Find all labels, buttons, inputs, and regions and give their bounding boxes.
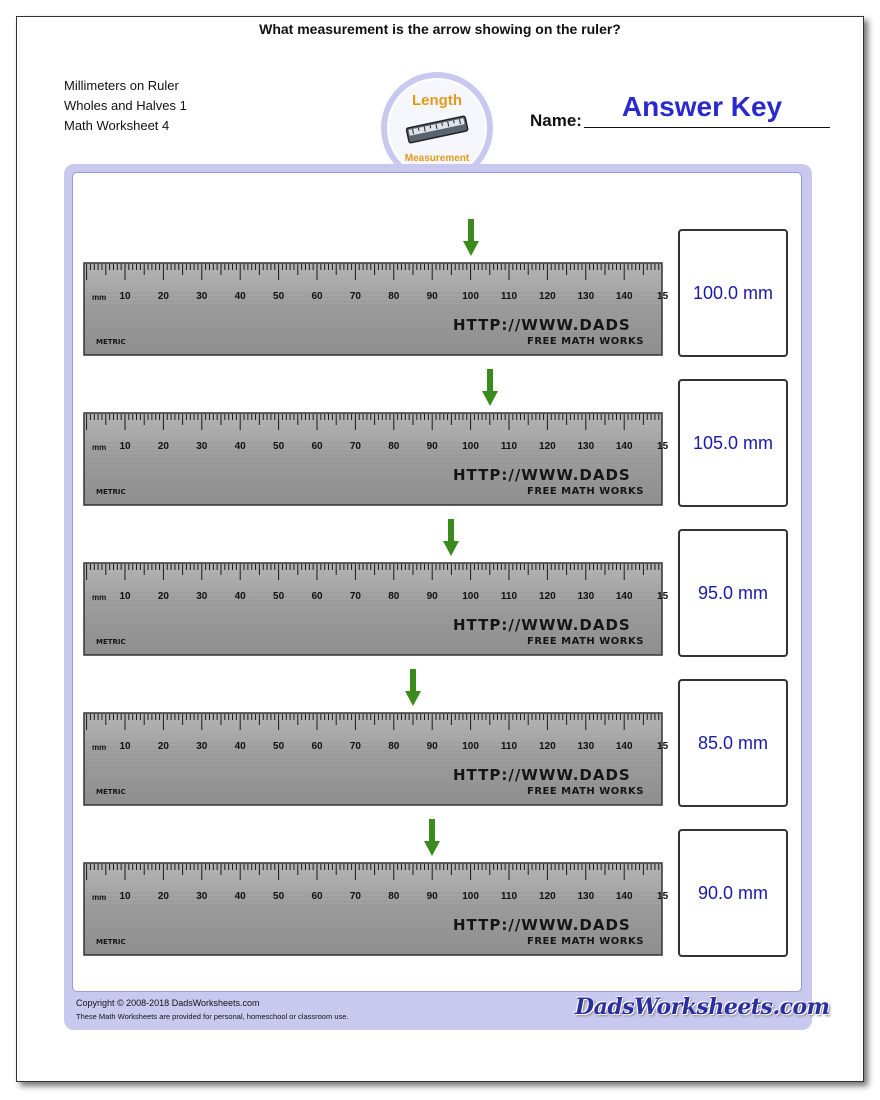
answer-box xyxy=(678,229,788,357)
ruler-number: 70 xyxy=(349,891,361,902)
ruler-number: 60 xyxy=(311,891,323,902)
metric-ruler xyxy=(84,263,669,355)
ruler-number: 40 xyxy=(234,891,246,902)
ruler-number: 90 xyxy=(426,291,438,302)
answer-value: 105.0 mm xyxy=(692,432,774,453)
metric-ruler xyxy=(84,713,669,805)
ruler-unit-label: mm xyxy=(92,743,107,752)
ruler-metric-label: METRIC xyxy=(96,338,126,346)
down-arrow-icon xyxy=(405,669,421,707)
metric-ruler xyxy=(84,563,669,655)
ruler-number: 40 xyxy=(234,441,246,452)
ruler-number: 15 xyxy=(657,441,669,452)
ruler-number: 10 xyxy=(119,591,131,602)
ruler-number: 100 xyxy=(462,591,479,602)
ruler-number: 70 xyxy=(349,741,361,752)
ruler-number: 100 xyxy=(462,291,479,302)
ruler-number: 110 xyxy=(500,741,518,752)
ruler-number: 30 xyxy=(196,741,208,752)
ruler-number: 50 xyxy=(273,741,285,752)
ruler-url-text: HTTP://WWW.DADS xyxy=(453,316,631,334)
name-line xyxy=(584,127,830,128)
problem-item xyxy=(0,827,880,977)
ruler-number: 30 xyxy=(196,291,208,302)
ruler-number: 50 xyxy=(273,891,285,902)
ruler-number: 80 xyxy=(388,291,400,302)
ruler-number: 140 xyxy=(615,441,633,452)
ruler-metric-label: METRIC xyxy=(96,638,126,646)
ruler-number: 140 xyxy=(615,891,633,902)
problem-item xyxy=(0,377,880,527)
ruler-number: 30 xyxy=(196,441,208,452)
ruler-metric-label: METRIC xyxy=(96,488,126,496)
ruler-number: 70 xyxy=(349,591,361,602)
worksheet-title: Millimeters on Ruler xyxy=(64,78,179,93)
ruler-number: 110 xyxy=(500,591,518,602)
ruler-number: 80 xyxy=(388,741,400,752)
ruler-unit-label: mm xyxy=(92,443,107,452)
ruler-number: 90 xyxy=(426,741,438,752)
answer-value: 85.0 mm xyxy=(697,732,769,753)
worksheet-number: Math Worksheet 4 xyxy=(64,118,170,133)
problem-item xyxy=(0,527,880,677)
worksheet-subtitle: Wholes and Halves 1 xyxy=(64,98,187,113)
ruler-url-text: HTTP://WWW.DADS xyxy=(453,916,631,934)
metric-ruler xyxy=(84,863,669,955)
ruler-number: 60 xyxy=(311,591,323,602)
ruler-number: 130 xyxy=(577,291,595,302)
ruler-number: 80 xyxy=(388,891,400,902)
ruler-number: 60 xyxy=(311,291,323,302)
ruler-number: 20 xyxy=(157,591,169,602)
answer-box xyxy=(678,529,788,657)
ruler-number: 130 xyxy=(577,591,595,602)
answer-value: 95.0 mm xyxy=(697,582,769,603)
down-arrow-icon xyxy=(463,219,479,257)
down-arrow-icon xyxy=(424,819,440,857)
ruler-number: 50 xyxy=(273,291,285,302)
ruler-subtext: FREE MATH WORKS xyxy=(527,936,644,947)
ruler-number: 100 xyxy=(462,441,479,452)
ruler-number: 100 xyxy=(462,741,479,752)
ruler-number: 60 xyxy=(311,741,323,752)
ruler-subtext: FREE MATH WORKS xyxy=(527,486,644,497)
ruler-number: 40 xyxy=(234,291,246,302)
answer-value: 90.0 mm xyxy=(697,882,769,903)
ruler-number: 100 xyxy=(462,891,479,902)
ruler-number: 140 xyxy=(615,741,633,752)
ruler-number: 10 xyxy=(119,891,131,902)
down-arrow-icon xyxy=(482,369,498,407)
ruler-number: 120 xyxy=(539,891,556,902)
ruler-number: 130 xyxy=(577,891,595,902)
name-label: Name: xyxy=(530,111,582,130)
metric-ruler xyxy=(84,413,669,505)
ruler-number: 110 xyxy=(500,291,518,302)
ruler-subtext: FREE MATH WORKS xyxy=(527,336,644,347)
ruler-url-text: HTTP://WWW.DADS xyxy=(453,766,631,784)
ruler-number: 110 xyxy=(500,891,518,902)
ruler-unit-label: mm xyxy=(92,593,107,602)
ruler-number: 80 xyxy=(388,591,400,602)
ruler-icon xyxy=(403,116,471,142)
ruler-number: 90 xyxy=(426,891,438,902)
ruler-number: 10 xyxy=(119,441,131,452)
problem-item xyxy=(0,677,880,827)
answer-value: 100.0 mm xyxy=(692,282,774,303)
ruler-number: 120 xyxy=(539,441,556,452)
ruler-number: 70 xyxy=(349,441,361,452)
ruler-number: 10 xyxy=(119,291,131,302)
ruler-number: 80 xyxy=(388,441,400,452)
ruler-metric-label: METRIC xyxy=(96,938,126,946)
ruler-unit-label: mm xyxy=(92,293,107,302)
ruler-number: 60 xyxy=(311,441,323,452)
ruler-number: 10 xyxy=(119,741,131,752)
ruler-url-text: HTTP://WWW.DADS xyxy=(453,616,631,634)
ruler-metric-label: METRIC xyxy=(96,788,126,796)
ruler-url-text: HTTP://WWW.DADS xyxy=(453,466,631,484)
problem-item xyxy=(0,227,880,377)
ruler-subtext: FREE MATH WORKS xyxy=(527,786,644,797)
ruler-subtext: FREE MATH WORKS xyxy=(527,636,644,647)
answer-key-title: Answer Key xyxy=(621,91,783,122)
copyright-text: Copyright © 2008-2018 DadsWorksheets.com xyxy=(76,998,260,1008)
ruler-number: 15 xyxy=(657,291,669,302)
ruler-number: 50 xyxy=(273,441,285,452)
answer-box xyxy=(678,829,788,957)
usage-note: These Math Worksheets are provided for personal, homeschool or classroom use. xyxy=(76,1012,349,1021)
ruler-number: 70 xyxy=(349,291,361,302)
ruler-number: 130 xyxy=(577,441,595,452)
ruler-number: 120 xyxy=(539,291,556,302)
ruler-number: 120 xyxy=(539,741,556,752)
ruler-number: 140 xyxy=(615,591,633,602)
ruler-number: 20 xyxy=(157,291,169,302)
down-arrow-icon xyxy=(443,519,459,557)
ruler-number: 40 xyxy=(234,741,246,752)
ruler-number: 140 xyxy=(615,291,633,302)
ruler-number: 20 xyxy=(157,741,169,752)
answer-box xyxy=(678,679,788,807)
ruler-number: 120 xyxy=(539,591,556,602)
ruler-number: 40 xyxy=(234,591,246,602)
ruler-number: 90 xyxy=(426,441,438,452)
ruler-number: 15 xyxy=(657,891,669,902)
ruler-number: 15 xyxy=(657,741,669,752)
ruler-number: 20 xyxy=(157,891,169,902)
answer-box xyxy=(678,379,788,507)
ruler-number: 30 xyxy=(196,591,208,602)
dadsworksheets-logo: DadsWorksheets.com xyxy=(575,994,830,1020)
ruler-number: 15 xyxy=(657,591,669,602)
ruler-number: 90 xyxy=(426,591,438,602)
logo-top-text: Length xyxy=(412,92,462,109)
ruler-number: 30 xyxy=(196,891,208,902)
ruler-unit-label: mm xyxy=(92,893,107,902)
ruler-number: 130 xyxy=(577,741,595,752)
ruler-number: 110 xyxy=(500,441,518,452)
ruler-number: 50 xyxy=(273,591,285,602)
logo-bottom-text: Measurement xyxy=(404,153,470,164)
question-prompt: What measurement is the arrow showing on the ruler? xyxy=(259,21,621,37)
ruler-number: 20 xyxy=(157,441,169,452)
